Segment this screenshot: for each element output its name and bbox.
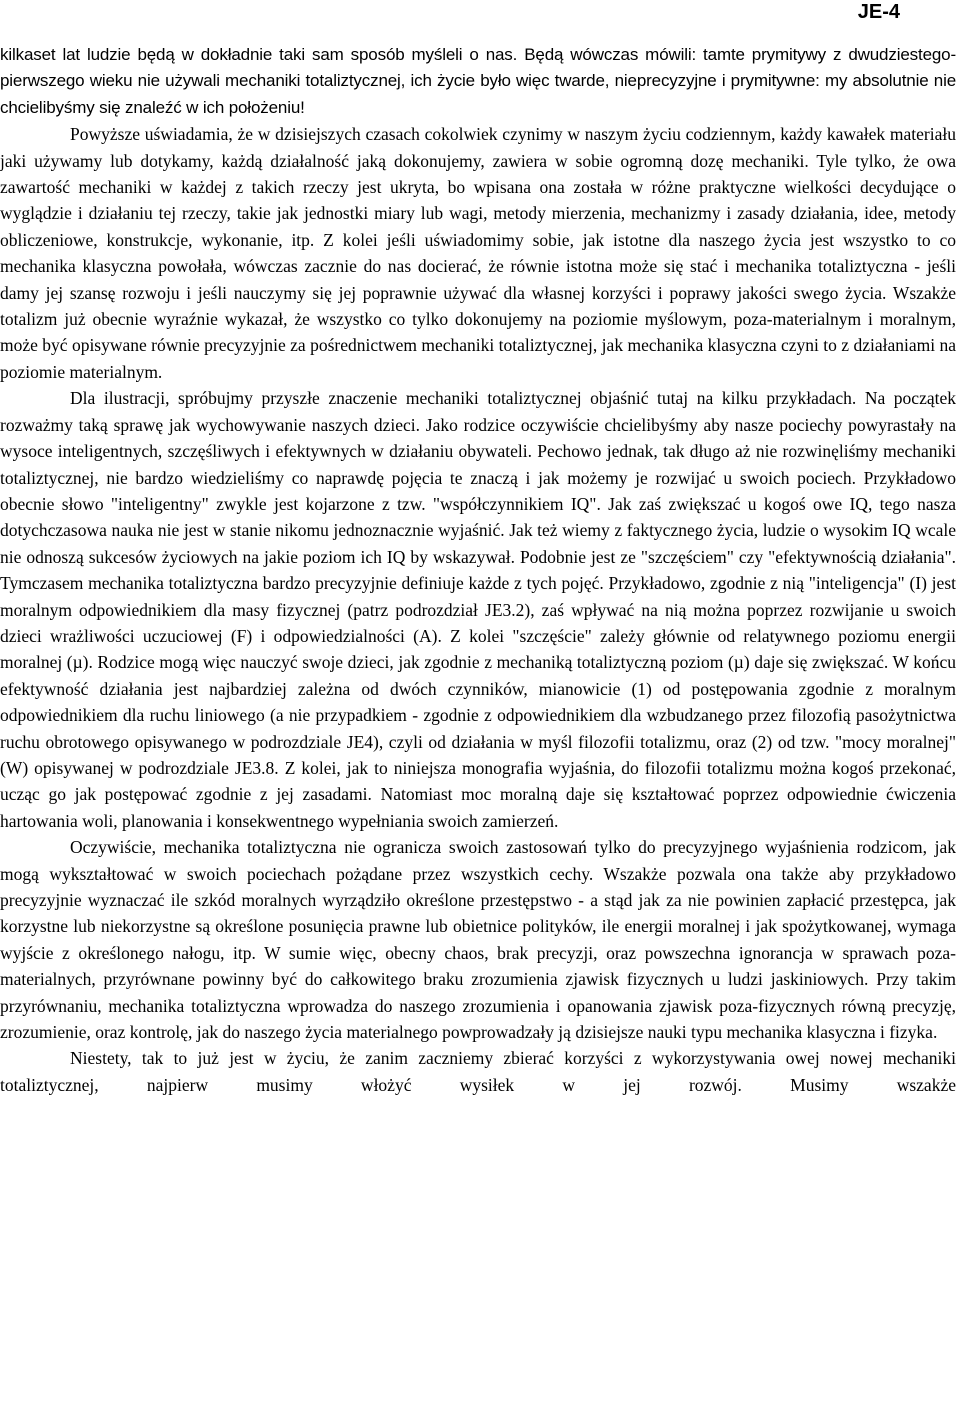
body-text	[0, 42, 956, 1098]
paragraph-1: kilkaset lat ludzie będą w dokładnie taki sam sposób myśleli o nas. Będą wówczas mówili: tamte prymitywy z dwudziestego-pierwszego wieku nie używali mechaniki totaliztycznej, ich życie było więc twarde, nieprecyzyjne i prymitywne: my absolutnie nie chcielibyśmy się znaleźć w ich położeniu!	[0, 45, 956, 117]
paragraph-5: Niestety, tak to już jest w życiu, że zanim zaczniemy zbierać korzyści z wykorzystywania owej nowej mechaniki totaliztycznej, najpierw musimy włożyć wysiłek w jej rozwój. Musimy wszakże	[0, 1048, 956, 1095]
paragraph-3: Dla ilustracji, spróbujmy przyszłe znaczenie mechaniki totaliztycznej objaśnić tutaj na kilku przykładach. Na początek rozważmy taką sprawę jak wychowywanie naszych dzieci. Jako rodzice oczywiście chcielibyśmy aby nasze pociechy powyrastały na wysoce inteligentnych, szczęśliwych i efektywnych w działaniu obywateli. Pechowo jednak, tak długo aż nie rozwinęliśmy mechaniki totaliztycznej, nie bardzo wiedzieliśmy co naprawdę pojęcia te znaczą i jak możemy je rozwijać u swoich pociech. Przykładowo obecnie słowo "inteligentny" zwykle jest kojarzone z tzw. "współczynnikiem IQ". Jak zaś zwiększać u kogoś owe IQ, tego nasza dotychczasowa nauka nie jest w stanie nikomu jednoznacznie wyjaśnić. Jak też wiemy z faktycznego życia, ludzie o wysokim IQ wcale nie odnoszą sukcesów życiowych na jakie poziom ich IQ by wskazywał. Podobnie jest ze "szczęściem" czy "efektywnością działania". Tymczasem mechanika totaliztyczna bardzo precyzyjnie definiuje każde z tych pojęć. Przykładowo, zgodnie z nią "inteligencja" (I) jest moralnym odpowiednikiem dla masy fizycznej (patrz podrozdział JE3.2), zaś wpływać na nią można poprzez rozwijanie u swoich dzieci wrażliwości uczuciowej (F) i odpowiedzialności (A). Z kolei "szczęście" zależy głównie od relatywnego poziomu energii moralnej (µ). Rodzice mogą więc nauczyć swoje dzieci, jak zgodnie z mechaniką totaliztyczną poziom (µ) daje się zwiększać. W końcu efektywność działania jest najbardziej zależna od dwóch czynników, mianowicie (1) od postępowania zgodnie z moralnym odpowiednikiem dla ruchu liniowego (a nie przypadkiem - zgodnie z odpowiednikiem dla wzbudzanego przez filozofią pasożytnictwa ruchu obrotowego opisywanego w podrozdziale JE4), czyli od działania w myśl filozofii totalizmu, oraz (2) od tzw. "mocy moralnej" (W) opisywanej w podrozdziale JE3.8. Z kolei, jak to niniejsza monografia wyjaśnia, do filozofii totalizmu można kogoś przekonać, ucząc go jak postępować zgodnie z jej zasadami. Natomiast moc moralną daje się kształtować poprzez odpowiednie ćwiczenia hartowania woli, planowania i konsekwentnego wypełniania swoich zamierzeń.	[0, 388, 956, 831]
paragraph-2: Powyższe uświadamia, że w dzisiejszych czasach cokolwiek czynimy w naszym życiu codziennym, każdy kawałek materiału jaki używamy lub dotykamy, każdą działalność jaką dokonujemy, zawiera w sobie ogromną dozę mechaniki. Tyle tylko, że owa zawartość mechaniki w każdej z takich rzeczy jest ukryta, bo wpisana ona została w różne praktyczne wielkości decydujące o wyglądzie i działaniu tej rzeczy, takie jak jednostki miary lub wagi, metody mierzenia, mechanizmy i zasady działania, idee, metody obliczeniowe, konstrukcje, wykonanie, itp. Z kolei jeśli uświadomimy sobie, jak istotne dla naszego życia jest wszystko to co mechanika klasyczna powołała, wówczas zacznie do nas docierać, że równie istotna może się stać i mechanika totaliztyczna - jeśli damy jej szansę rozwoju i jeśli nauczymy się jej poprawnie używać dla własnej korzyści i poprawy jakości swego życia. Wszakże totalizm już obecnie wyraźnie wykazał, że wszystko co tylko dokonujemy na poziomie myślowym, poza-materialnym i moralnym, może być opisywane równie precyzyjnie za pośrednictwem mechaniki totaliztycznej, jak mechanika klasyczna czyni to z działaniami na poziomie materialnym.	[0, 124, 956, 382]
page-header: JE-4	[857, 1, 900, 23]
paragraph-4: Oczywiście, mechanika totaliztyczna nie ogranicza swoich zastosowań tylko do precyzyjnego wyjaśnienia rodzicom, jak mogą wykształtować w swoich pociechach pożądane przez wszystkich cechy. Wszakże pozwala ona także aby przykładowo precyzyjnie wyznaczać ile szkód moralnych wyrządziło określone przestępstwo - a stąd jak za nie powinien zapłacić przestępca, jak korzystne lub niekorzystne są określone posunięcia prawne lub obietnice polityków, ile energii moralnej i jak spożytkowanej, wymaga wyjście z określonego nałogu, itp. W sumie więc, obecny chaos, brak precyzji, oraz powszechna ignorancja w sprawach poza-materialnych, przyrównane powinny być do całkowitego braku zrozumienia zjawisk fizycznych u ludzi jaskiniowych. Przy takim przyrównaniu, mechanika totaliztyczna wprowadza do naszego zrozumienia i opanowania zjawisk poza-fizycznych równą precyzję, zrozumienie, oraz kontrolę, jak do naszego życia materialnego powprowadzały ją dzisiejsze nauki typu mechanika klasyczna i fizyka.	[0, 837, 956, 1043]
